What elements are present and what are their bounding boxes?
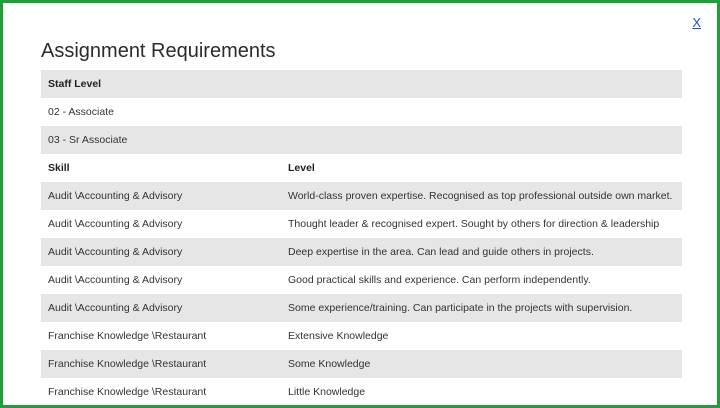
skill-cell: Audit \Accounting & Advisory (41, 238, 281, 266)
level-cell: World-class proven expertise. Recognised as top professional outside own market. (281, 182, 682, 210)
skill-header-row (41, 154, 682, 182)
level-cell: Some Knowledge (281, 350, 682, 378)
table-row (41, 238, 682, 266)
skill-cell: Audit \Accounting & Advisory (41, 210, 281, 238)
level-cell: Some experience/training. Can participate in the projects with supervision. (281, 294, 682, 322)
skill-cell: Audit \Accounting & Advisory (41, 266, 281, 294)
skill-column-header: Skill (41, 154, 281, 182)
skill-cell: Audit \Accounting & Advisory (41, 294, 281, 322)
skill-cell: Franchise Knowledge \Restaurant (41, 378, 281, 406)
level-cell: Deep expertise in the area. Can lead and guide others in projects. (281, 238, 682, 266)
level-column-header: Level (281, 154, 682, 182)
table-row (41, 350, 682, 378)
skill-cell: Audit \Accounting & Advisory (41, 182, 281, 210)
skill-cell: Franchise Knowledge \Restaurant (41, 350, 281, 378)
level-cell: Good practical skills and experience. Can perform independently. (281, 266, 682, 294)
table-row (41, 126, 682, 154)
staff-level-header-row (41, 70, 682, 98)
staff-level-value: 02 - Associate (41, 98, 682, 126)
level-cell: Little Knowledge (281, 378, 682, 406)
table-row (41, 210, 682, 238)
table-row (41, 98, 682, 126)
table-row (41, 266, 682, 294)
table-row (41, 294, 682, 322)
table-row (41, 378, 682, 406)
staff-level-header: Staff Level (41, 70, 682, 98)
table-row (41, 182, 682, 210)
close-link[interactable]: X (692, 15, 701, 30)
requirements-table (41, 70, 682, 406)
skill-cell: Franchise Knowledge \Restaurant (41, 322, 281, 350)
staff-level-value: 03 - Sr Associate (41, 126, 682, 154)
level-cell: Thought leader & recognised expert. Sought by others for direction & leadership (281, 210, 682, 238)
modal-title: Assignment Requirements (41, 40, 276, 62)
table-row (41, 322, 682, 350)
level-cell: Extensive Knowledge (281, 322, 682, 350)
